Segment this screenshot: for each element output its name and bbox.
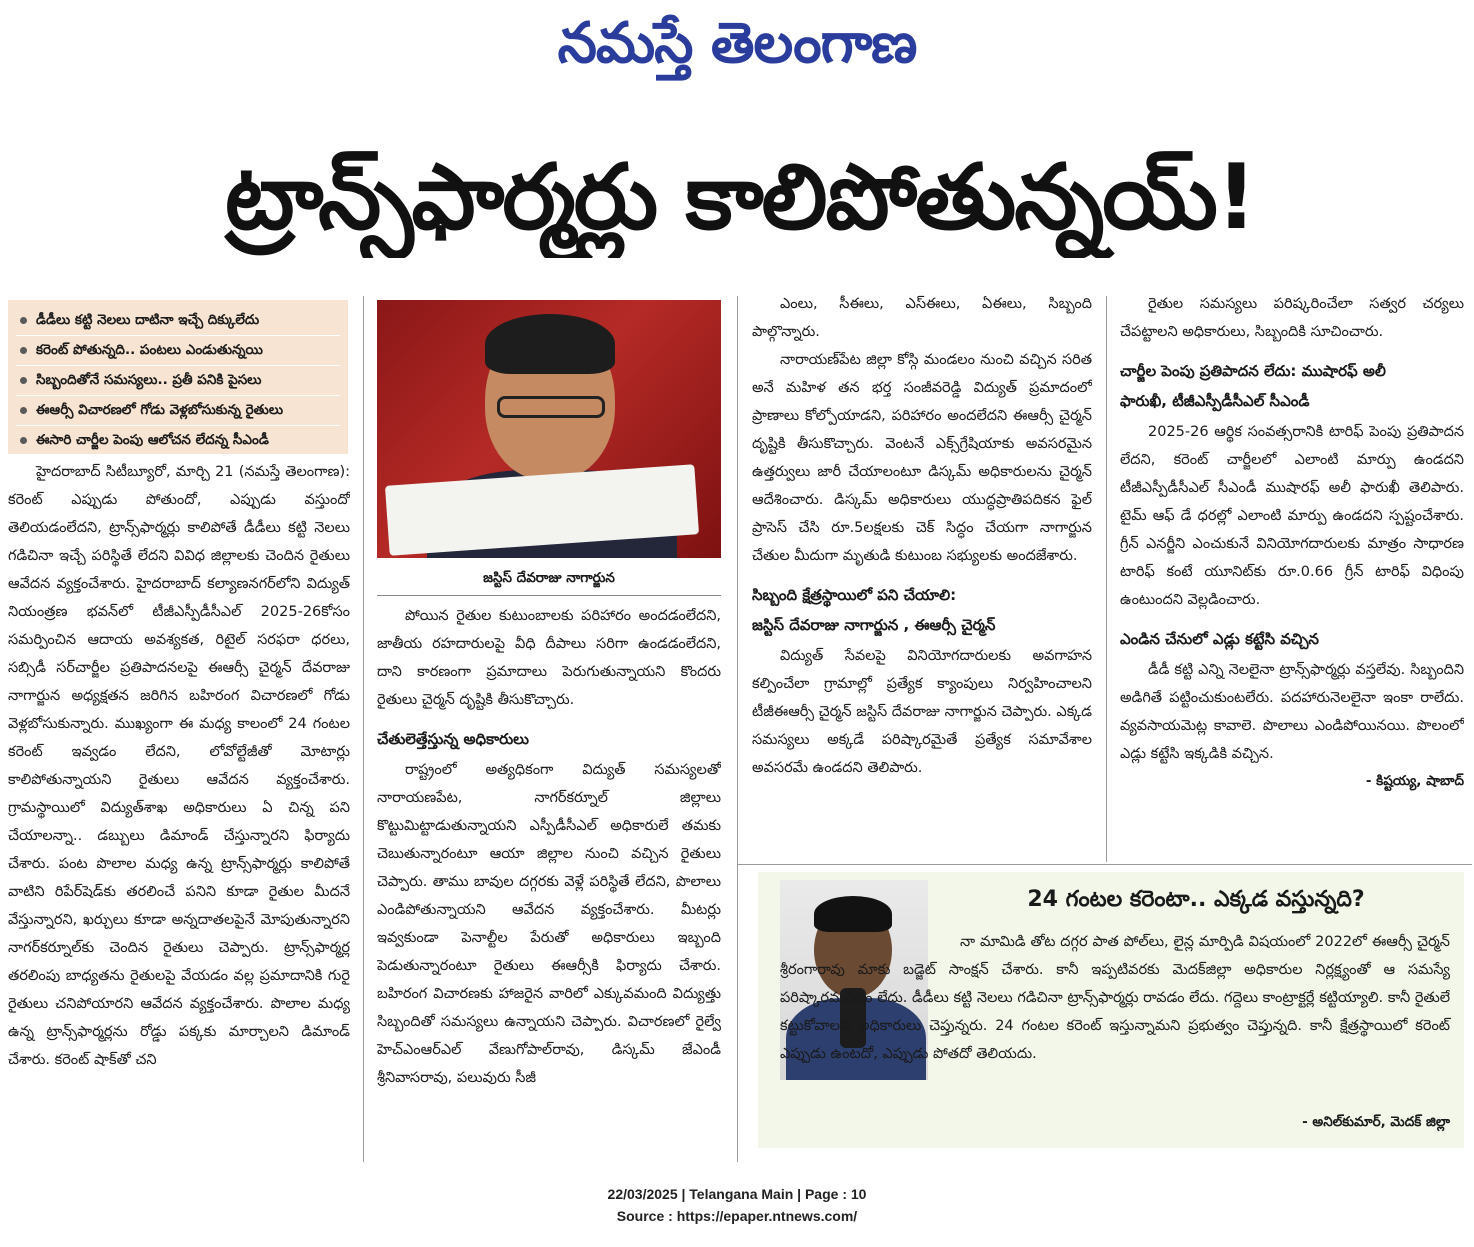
highlight-text: కరెంట్ పోతున్నది.. పంటలు ఎండుతున్నయి: [36, 342, 263, 358]
footer-date-line: 22/03/2025 | Telangana Main | Page : 10: [607, 1186, 867, 1202]
article-paragraph: హైదరాబాద్ సిటీబ్యూరో, మార్చి 21 (నమస్తే తెలంగాణ): కరెంట్ ఎప్పుడు పోతుందో, ఎప్పుడు వస్తుందో తెలియడంలేదని, ట్రాన్స్‌ఫార్మర్లు కాలిపోతే డీడీలు కట్టి నెలలు గడిచినా ఇచ్చే పరిస్థితే లేదని వివిధ జిల్లాలకు చెందిన రైతులు ఆవేదన వ్యక్తంచేశారు. హైదరాబాద్ కల్యాణనగర్‌లోని విద్యుత్ నియంత్రణ భవన్‌లో టీజీఎస్పీడీసీఎల్ 2025-26కోసం సమర్పించిన ఆదాయ అవశ్యకత, రిటైల్ సరఫరా ధరలు, సబ్సిడీ సర్‌చార్జీల ప్రతిపాదనలపై ఈఆర్సీ చైర్మన్ దేవరాజు నాగార్జున అధ్యక్షతన జరిగిన బహిరంగ విచారణలో గోడు వెళ్లబోసుకున్నారు. ముఖ్యంగా ఈ మధ్య కాలంలో 24 గంటల కరెంట్ ఇవ్వడం లేదని, లోవోల్టేజీతో మోటార్లు కాలిపోతున్నాయని రైతులు ఆవేదన వ్యక్తంచేశారు. గ్రామస్థాయిలో విద్యుత్‌శాఖ అధికారులు ఏ చిన్న పని చేయాలన్నా.. డబ్బులు డిమాండ్ చేస్తున్నారని ఫిర్యాదు చేశారు. పంట పొలాల మధ్య ఉన్న ట్రాన్స్‌ఫార్మర్లు కాలిపోతే వాటిని రిపేర్‌షెడ్‌కు తరలించే పనిని కూడా రైతుల మీదనే వేస్తున్నారని, ఖర్చులు కూడా అన్నదాతలపైనే మోపుతున్నారని నాగర్‌కర్నూల్‌కు చెందిన రైతులు చెప్పారు. ట్రాన్స్‌ఫార్మర్ల తరలింపు బాధ్యతను రైతులపై వేయడం వల్ల ప్రమాదానికి గురై రైతులు చనిపోయారని ఆవేదన వ్యక్తంచేశారు. పొలాల మధ్య ఉన్న ట్రాన్స్‌ఫార్మర్లను రోడ్డు పక్కకు మార్చాలని డిమాండ్ చేశారు. కరెంట్ షాక్‌తో చని: [8, 464, 350, 1068]
photo-caption: జస్టిస్ దేవరాజు నాగార్జున: [377, 560, 721, 596]
box-paragraph: నా మామిడి తోట దగ్గర పాత పోల్‌లు, లైన్ల మార్పిడి విషయంలో 2022లో ఈఆర్సీ చైర్మన్ శ్రీరంగారావు మాకు బడ్జెట్ సాంక్షన్ చేశారు. కానీ ఇప్పటివరకు మెదక్‌జిల్లా అధికారుల నిర్లక్ష్యంతో ఆ సమస్యే పరిష్కారమవడం లేదు. డీడీలు కట్టి నెలలు గడిచినా ట్రాన్స్‌ఫార్మర్లు రావడం లేదు. గద్దెలు కాంట్రాక్టర్లే కట్టియ్యాలి. కానీ రైతులే కట్టుకోవాలని అధికారులు చెప్తున్నరు. 24 గంటల కరెంట్ ఇస్తున్నామని ప్రభుత్వం చెప్తున్నది. కానీ క్షేత్రస్థాయిలో కరెంట్ ఎప్పుడు ఉంటదో, ఎప్పుడు పోతదో తెలియదు.: [780, 934, 1450, 1062]
article-column-4: [1120, 290, 1464, 860]
section-subhead: ఎండిన చేనులో ఎడ్లు కట్టేసి వచ్చిన: [1120, 630, 1319, 648]
article-paragraph: రైతుల సమస్యలు పరిష్కరించేలా సత్వర చర్యలు చేపట్టాలని అధికారులు, సిబ్బందికి సూచించారు.: [1120, 296, 1464, 340]
highlight-text: డీడీలు కట్టి నెలలు దాటినా ఇచ్చే దిక్కులేదు: [36, 312, 260, 328]
article-paragraph: రాష్ట్రంలో అత్యధికంగా విద్యుత్ సమస్యలతో నారాయణపేట, నాగర్‌కర్నూల్ జిల్లాలు కొట్టుమిట్టాడుతున్నాయని ఎస్పీడీసీఎల్ అధికారులే తమకు చెబుతున్నారంటూ ఆయా జిల్లాల నుంచి వచ్చిన రైతులు చెప్పారు. తాము బావుల దగ్గరకు వెళ్లే పరిస్థితే లేదని, పొలాలు ఎండిపోతున్నాయని ఆవేదన వ్యక్తంచేశారు. మీటర్లు ఇవ్వకుండా పెనాల్టీల పేరుతో అధికారులు ఇబ్బంది పెడుతున్నారంటూ రైతులు ఈఆర్సీకి ఫిర్యాదు చేశారు. బహిరంగ విచారణకు హాజరైన వారిలో ఎక్కువమంది విద్యుత్తు సిబ్బందితో సమస్యలు ఉన్నాయని చెప్పారు. విచారణలో రైల్వే హెచ్‌ఎంఆర్‌ఎల్ వేణుగోపాల్‌రావు, డిస్కమ్ జేఎండీ శ్రీనివాసరావు, పలువురు సీజీ: [377, 762, 721, 1086]
subhead-line: ఫారుఖీ, టీజీఎస్పీడీసీఎల్ సీఎండీ: [1120, 392, 1310, 410]
article-paragraph: 2025-26 ఆర్థిక సంవత్సరానికి టారిఫ్ పెంపు ప్రతిపాదన లేదని, కరెంట్ చార్జీలలో ఎలాంటి మార్పు ఉండదని టీజీఎస్పీడీసీఎల్ సీఎండీ ముషారఫ్ అలీ ఫారుఖీ తెలిపారు. టైమ్ ఆఫ్ డే ధరల్లో ఎలాంటి మార్పు ఉండదని స్పష్టంచేశారు. గ్రీన్ ఎనర్జీని ఎంచుకునే వినియోగదారులకు మాత్రం సాధారణ టారిఫ్ కంటే యూనిట్‌కు రూ.0.66 గ్రీన్ టారిఫ్ విధింపు ఉంటుందని వెల్లడించారు.: [1120, 424, 1464, 608]
highlight-text: ఈసారి చార్జీల పెంపు ఆలోచన లేదన్న సీఎండీ: [36, 432, 269, 448]
subhead-line: జస్టిస్ దేవరాజు నాగార్జున , ఈఆర్సీ చైర్మన్: [752, 616, 996, 634]
page-footer: [0, 1183, 1474, 1227]
article-paragraph: నారాయణ్‌పేట జిల్లా కోస్గి మండలం నుంచి వచ్చిన సరిత అనే మహిళ తన భర్త సంజీవరెడ్డి విద్యుత్ ప్రమాదంలో ప్రాణాలు కోల్పోయాడని, పరిహారం అందలేదని ఈఆర్సీ చైర్మన్ దృష్టికి తీసుకొచ్చారు. వెంటనే ఎక్స్‌గ్రేషియాకు అవసరమైన ఉత్తర్వులు జారీ చేయాలంటూ డిస్కమ్ అధికారులను చైర్మన్ ఆదేశించారు. డిస్కమ్ అధికారులు యుద్ధప్రాతిపదికన ఫైల్ ప్రాసెస్ చేసి రూ.5లక్షలకు చెక్ సిద్ధం చేయగా నాగార్జున చేతుల మీదుగా మృతుడి కుటుంబ సభ్యులకు అందజేశారు.: [752, 352, 1092, 564]
column-divider: [1106, 296, 1107, 862]
photo-hair-shape: [485, 314, 615, 374]
bullet-icon: [20, 437, 27, 444]
column-divider: [363, 296, 364, 1162]
box-title: 24 గంటల కరెంటా.. ఎక్కడ వస్తున్నది?: [1027, 887, 1365, 912]
masthead: నమస్తే తెలంగాణ: [557, 10, 917, 76]
bullet-icon: [20, 407, 27, 414]
highlights-list: [16, 306, 340, 455]
section-subhead: చేతులెత్తేస్తున్న అధికారులు: [377, 730, 529, 748]
highlight-item: [16, 366, 340, 396]
box-text: [780, 928, 1450, 1068]
quote-signature: - కిష్టయ్య, షాబాద్: [1365, 773, 1464, 789]
photo-hair-shape: [814, 896, 892, 932]
bullet-icon: [20, 317, 27, 324]
bullet-icon: [20, 347, 27, 354]
highlight-text: సిబ్బందితోనే సమస్యలు.. ప్రతీ పనికి పైసలు: [36, 372, 262, 388]
box-signature: - అనిల్‌కుమార్, మెదక్ జిల్లా: [1302, 1114, 1450, 1130]
highlight-text: ఈఆర్సీ విచారణలో గోడు వెళ్లబోసుకున్న రైతులు: [36, 402, 284, 418]
subhead-line: చార్జీల పెంపు ప్రతిపాదన లేదు: ముషారఫ్ అలీ: [1120, 362, 1386, 380]
article-column-2: [377, 602, 721, 1162]
article-paragraph: ఎంలు, సీఈలు, ఎస్ఈలు, ఏఈలు, సిబ్బంది పాల్గొన్నారు.: [752, 296, 1092, 340]
article-column-3: [752, 290, 1092, 860]
chairman-photo: [377, 300, 721, 558]
highlight-item: [16, 336, 340, 366]
article-paragraph: పోయిన రైతుల కుటుంబాలకు పరిహారం అందడంలేదని, జాతీయ రహదారులపై వీధి దీపాలు సరిగా ఉండడంలేదని, దాని కారణంగా ప్రమాదాలు పెరుగుతున్నాయని కొందరు రైతులు చైర్మన్ దృష్టికి తీసుకొచ్చారు.: [377, 608, 721, 708]
article-column-1: [8, 458, 350, 1158]
highlight-item: [16, 306, 340, 336]
highlights-box: [8, 300, 348, 454]
highlight-item: [16, 396, 340, 426]
photo-glasses-shape: [497, 396, 605, 418]
section-subhead: [1120, 356, 1464, 416]
subhead-line: సిబ్బంది క్షేత్రస్థాయిలో పని చేయాలి:: [752, 586, 957, 604]
highlight-item: [16, 426, 340, 455]
headline: ట్రాన్స్‌ఫార్మర్లు కాలిపోతున్నయ్!: [225, 145, 1255, 250]
footer-source-line: Source : https://epaper.ntnews.com/: [616, 1208, 858, 1224]
article-paragraph: విద్యుత్ సేవలపై వినియోగదారులకు అవగాహన కల్పించేలా గ్రామాల్లో ప్రత్యేక క్యాంపులు నిర్వహించాలని టీజీఈఆర్సీ చైర్మన్ జస్టిస్ దేవరాజు నాగార్జున చెప్పారు. ఎక్కడ సమస్యలు అక్కడే పరిష్కారమైతే ప్రత్యేక సమావేశాల అవసరమే ఉండదని తెలిపారు.: [752, 648, 1092, 776]
column-divider: [737, 296, 738, 1162]
section-subhead: [752, 580, 1092, 640]
section-divider: [737, 864, 1472, 865]
farmer-quote-box: [758, 872, 1464, 1148]
article-paragraph: డీడీ కట్టి ఎన్ని నెలలైనా ట్రాన్స్‌ఫార్మర్లు వస్తలేవు. సిబ్బందిని అడిగితే పట్టించుకుంటలేరు. పదహారునెలలైనా ఇంకా రాలేదు. వ్యవసాయమెట్ల కావాలె. పొలాలు ఎండిపోయినయి. పొలంలో ఎడ్లు కట్టేసి ఇక్కడికి వచ్చిన.: [1120, 662, 1464, 762]
bullet-icon: [20, 377, 27, 384]
